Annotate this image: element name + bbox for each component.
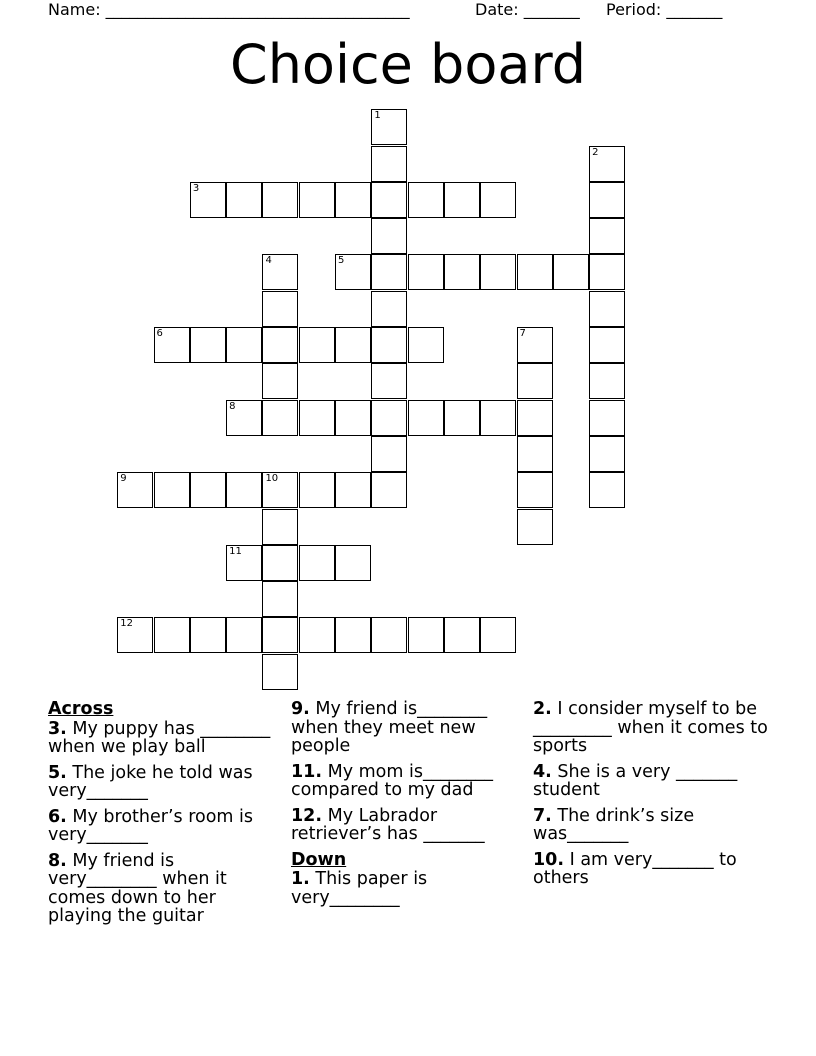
grid-cell[interactable] (299, 545, 335, 581)
grid-cell[interactable] (262, 472, 298, 508)
clue-column-2 (291, 700, 527, 914)
clue-down-10: 10. I am very_______ to others (533, 849, 737, 888)
grid-cell[interactable] (589, 254, 625, 290)
clue-column-3 (533, 700, 773, 895)
grid-cell[interactable] (589, 218, 625, 254)
grid-cell[interactable] (517, 327, 553, 363)
grid-cell[interactable] (589, 363, 625, 399)
grid-cell[interactable] (444, 254, 480, 290)
grid-cell[interactable] (335, 254, 371, 290)
clue-across-9: 9. My friend is________ when they meet new people (291, 699, 488, 756)
clue-down-7: 7. The drink’s size was_______ (533, 805, 695, 844)
clue-across-12: 12. My Labrador retriever’s has _______ (291, 805, 485, 844)
grid-cell[interactable] (226, 400, 262, 436)
clue-number: 3 (192, 182, 200, 194)
grid-cell[interactable] (371, 146, 407, 182)
clue-column-1 (48, 700, 283, 933)
grid-cell[interactable] (190, 472, 226, 508)
grid-cell[interactable] (299, 182, 335, 218)
grid-cell[interactable] (262, 291, 298, 327)
grid-cell[interactable] (335, 327, 371, 363)
period-field[interactable]: Period: _______ (606, 0, 723, 19)
grid-cell[interactable] (480, 254, 516, 290)
clue-number: 7 (519, 328, 526, 340)
date-field[interactable]: Date: _______ (475, 0, 580, 19)
grid-cell[interactable] (517, 363, 553, 399)
across-heading: Across (48, 699, 114, 719)
grid-cell[interactable] (480, 182, 516, 218)
grid-cell[interactable] (262, 654, 298, 690)
grid-cell[interactable] (444, 617, 480, 653)
grid-cell[interactable] (226, 182, 262, 218)
grid-cell[interactable] (371, 363, 407, 399)
grid-cell[interactable] (335, 182, 371, 218)
grid-cell[interactable] (262, 363, 298, 399)
clue-number: 4 (265, 255, 272, 267)
grid-cell[interactable] (408, 182, 444, 218)
grid-cell[interactable] (226, 545, 262, 581)
page-title: Choice board (230, 33, 586, 96)
grid-cell[interactable] (226, 327, 262, 363)
clue-down-4: 4. She is a very _______ student (533, 761, 738, 800)
clue-number: 6 (156, 328, 163, 340)
clue-number: 8 (229, 400, 236, 412)
clue-number: 5 (338, 255, 345, 267)
grid-cell[interactable] (371, 327, 407, 363)
clue-number: 9 (120, 473, 127, 485)
clue-down-2: 2. I consider myself to be _________ when it comes to sports (533, 699, 768, 756)
grid-cell[interactable] (262, 617, 298, 653)
grid-cell[interactable] (408, 254, 444, 290)
grid-cell[interactable] (589, 146, 625, 182)
grid-cell[interactable] (262, 509, 298, 545)
grid-cell[interactable] (517, 509, 553, 545)
grid-cell[interactable] (262, 400, 298, 436)
clue-down-1: 1. This paper is very________ (291, 869, 428, 908)
clue-across-5: 5. The joke he told was very_______ (48, 762, 253, 801)
grid-cell[interactable] (154, 472, 190, 508)
grid-cell[interactable] (190, 617, 226, 653)
grid-cell[interactable] (226, 472, 262, 508)
grid-cell[interactable] (371, 291, 407, 327)
grid-cell[interactable] (517, 472, 553, 508)
grid-cell[interactable] (589, 327, 625, 363)
grid-cell[interactable] (335, 545, 371, 581)
grid-cell[interactable] (371, 182, 407, 218)
grid-cell[interactable] (262, 182, 298, 218)
name-field[interactable]: Name: ______________________________________ (48, 0, 410, 19)
grid-cell[interactable] (226, 617, 262, 653)
grid-cell[interactable] (154, 617, 190, 653)
grid-cell[interactable] (335, 400, 371, 436)
grid-cell[interactable] (371, 109, 407, 145)
grid-cell[interactable] (299, 400, 335, 436)
grid-cell[interactable] (117, 472, 153, 508)
grid-cell[interactable] (444, 182, 480, 218)
grid-cell[interactable] (408, 400, 444, 436)
grid-cell[interactable] (517, 400, 553, 436)
grid-cell[interactable] (371, 218, 407, 254)
grid-cell[interactable] (480, 400, 516, 436)
grid-cell[interactable] (589, 436, 625, 472)
down-heading: Down (291, 849, 347, 870)
grid-cell[interactable] (335, 617, 371, 653)
grid-cell[interactable] (371, 617, 407, 653)
grid-cell[interactable] (299, 617, 335, 653)
grid-cell[interactable] (335, 472, 371, 508)
grid-cell[interactable] (480, 617, 516, 653)
grid-cell[interactable] (154, 327, 190, 363)
grid-cell[interactable] (190, 327, 226, 363)
grid-cell[interactable] (553, 254, 589, 290)
grid-cell[interactable] (517, 436, 553, 472)
clue-number: 12 (120, 618, 133, 630)
grid-cell[interactable] (589, 472, 625, 508)
clue-across-8: 8. My friend is very________ when it comes down to her playing the guitar (48, 850, 227, 926)
grid-cell[interactable] (589, 400, 625, 436)
grid-cell[interactable] (408, 327, 444, 363)
grid-cell[interactable] (371, 400, 407, 436)
clue-number: 11 (229, 545, 242, 557)
grid-cell[interactable] (262, 545, 298, 581)
grid-cell[interactable] (262, 581, 298, 617)
clue-across-3: 3. My puppy has ________ when we play ball (48, 718, 271, 757)
grid-cell[interactable] (299, 327, 335, 363)
grid-cell[interactable] (589, 182, 625, 218)
grid-cell[interactable] (190, 182, 226, 218)
grid-cell[interactable] (371, 472, 407, 508)
grid-cell[interactable] (371, 436, 407, 472)
grid-cell[interactable] (589, 291, 625, 327)
grid-cell[interactable] (371, 254, 407, 290)
clue-number: 10 (265, 473, 279, 485)
grid-cell[interactable] (262, 254, 298, 290)
clue-across-6: 6. My brother’s room is very_______ (48, 806, 254, 845)
clue-across-11: 11. My mom is________ compared to my dad (291, 761, 493, 800)
grid-cell[interactable] (299, 472, 335, 508)
clue-number: 2 (592, 146, 599, 158)
grid-cell[interactable] (408, 617, 444, 653)
grid-cell[interactable] (444, 400, 480, 436)
grid-cell[interactable] (262, 327, 298, 363)
grid-cell[interactable] (117, 617, 153, 653)
grid-cell[interactable] (517, 254, 553, 290)
clue-number: 1 (374, 110, 381, 122)
